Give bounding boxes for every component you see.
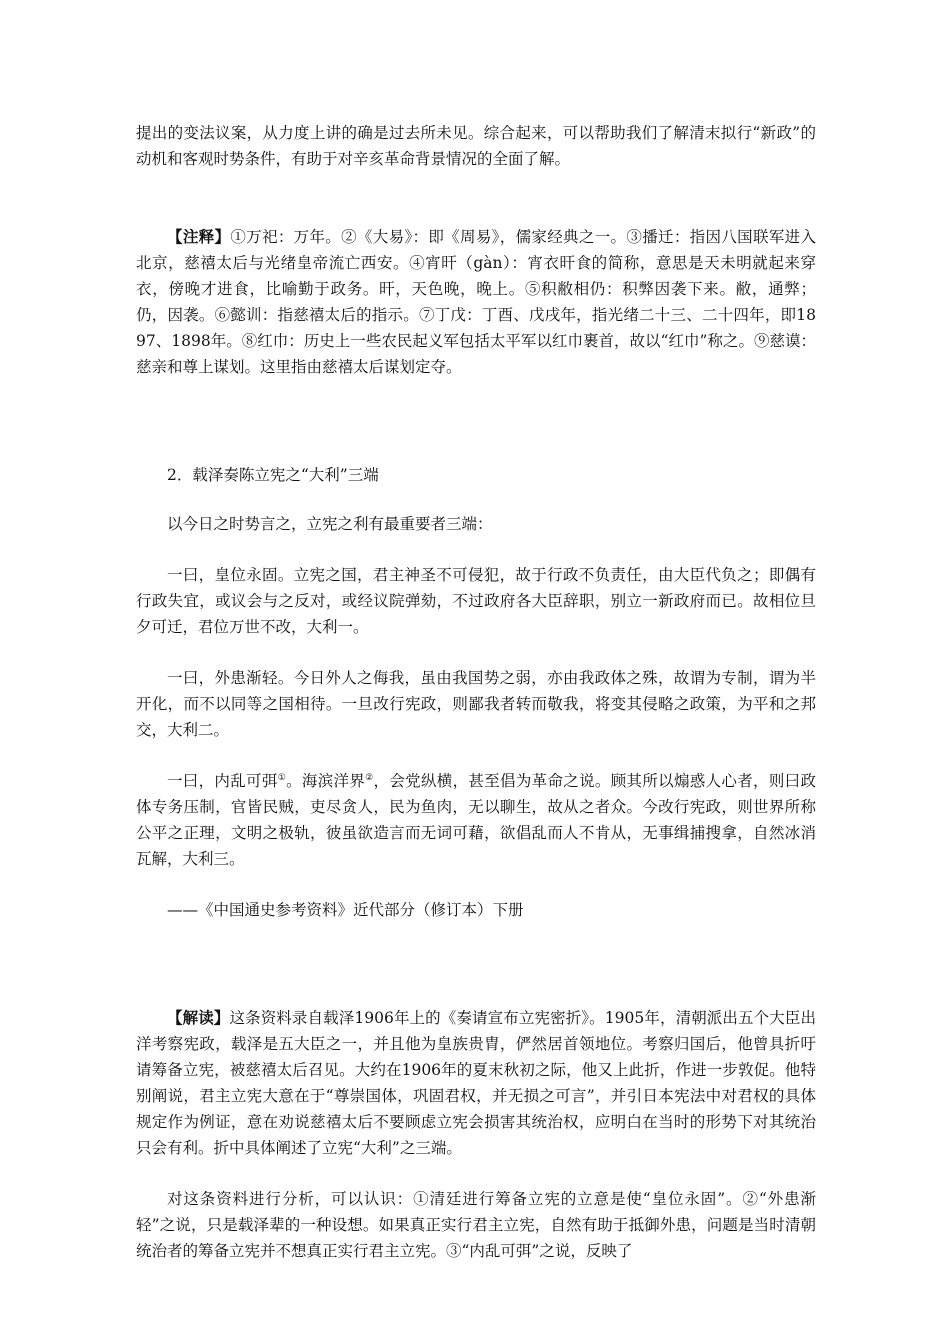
interpretation-paragraph [136, 1005, 816, 1161]
spacer [136, 923, 816, 1005]
benefit-three-paragraph [136, 768, 816, 872]
benefit-three-text-a: 一曰，内乱可弭 [167, 772, 278, 790]
footnote-marker-1: ① [277, 772, 287, 783]
spacer [136, 488, 816, 511]
benefit-three-text-c: ，会党纵横，甚至倡为革命之说。顾其所以煽惑人心者，则曰政体专务压制，官皆民贼，吏尽贪人，民为鱼肉，无以聊生，故从之者众。今改行宪政，则世界所称公平之正理，文明之极轨，彼虽欲造言而无词可藉，欲倡乱而人不肯从，无事缉捕搜拿，自然冰消瓦解，大利三。 [136, 772, 816, 868]
spacer [136, 640, 816, 665]
spacer [136, 380, 816, 462]
notes-text: ①万祀：万年。②《大易》：即《周易》，儒家经典之一。③播迁：指因八国联军进入北京，慈禧太后与光绪皇帝流亡西安。④宵旰（gàn）：宵衣旰食的简称，意思是天未明就起来穿衣，傍晚才进食，比喻勤于政务。旰，天色晚，晚上。⑤积敝相仍：积弊因袭下来。敝，通弊；仍，因袭。⑥懿训：指慈禧太后的指示。⑦丁戊：丁酉、戊戌年，指光绪二十三、二十四年，即1897、1898年。⑧红巾：历史上一些农民起义军包括太平军以红巾裹首，故以“红巾”称之。⑨慈谟：慈亲和尊上谋划。这里指由慈禧太后谋划定夺。 [136, 228, 816, 376]
spacer [136, 1161, 816, 1186]
benefit-three-text-b: 。海滨洋界 [286, 772, 366, 790]
interpretation-label: 【解读】 [167, 1008, 230, 1027]
benefit-two-paragraph: 一曰，外患渐轻。今日外人之侮我，虽由我国势之弱，亦由我政体之殊，故谓为专制，谓为半开化，而不以同等之国相待。一旦改行宪政，则鄙我者转而敬我，将变其侵略之政策，为平和之邦交，大利二。 [136, 669, 816, 739]
benefit-one-paragraph: 一曰，皇位永固。立宪之国，君主神圣不可侵犯，故于行政不负责任，由大臣代负之；即偶有行政失宜，或议会与之反对，或经议院弹劾，不过政府各大臣辞职，别立一新政府而已。故相位旦夕可迁，君位万世不改，大利一。 [136, 566, 816, 636]
spacer [136, 537, 816, 562]
footnote-marker-2: ② [365, 772, 374, 783]
spacer [136, 743, 816, 768]
notes-paragraph [136, 224, 816, 380]
interpretation-text: 这条资料录自载泽1906年上的《奏请宣布立宪密折》。1905年，清朝派出五个大臣出洋考察宪政，载泽是五大臣之一，并且他为皇族贵胄，俨然居首领地位。考察归国后，他曾具折吁请筹备立宪，被慈禧太后召见。大约在1906年的夏末秋初之际，他又上此折，作进一步敦促。他特别阐说，君主立宪大意在于“尊崇国体，巩固君权，并无损之可言”，并引日本宪法中对君权的具体规定作为例证，意在劝说慈禧太后不要顾虑立宪会损害其统治权，应明白在当时的形势下对其统治只会有利。折中具体阐述了立宪“大利”之三端。 [136, 1009, 816, 1157]
notes-label: 【注释】 [167, 227, 231, 246]
spacer [136, 872, 816, 897]
analysis-paragraph: 对这条资料进行分析，可以认识：①清廷进行筹备立宪的立意是使“皇位永固”。②“外患渐轻”之说，只是载泽辈的一种设想。如果真正实行君主立宪，自然有助于抵御外患，问题是当时清朝统治者的筹备立宪并不想真正实行君主立宪。③“内乱可弭”之说，反映了 [136, 1190, 816, 1260]
spacer [136, 172, 816, 224]
document-page [136, 120, 816, 1264]
section-heading: 2．载泽奏陈立宪之“大利”三端 [167, 466, 379, 484]
source-citation: ——《中国通史参考资料》近代部分（修订本）下册 [167, 901, 524, 919]
intro-tail-paragraph: 提出的变法议案，从力度上讲的确是过去所未见。综合起来，可以帮助我们了解清末拟行“新政”的动机和客观时势条件，有助于对辛亥革命背景情况的全面了解。 [136, 124, 816, 168]
section-lead: 以今日之时势言之，立宪之利有最重要者三端： [167, 515, 493, 533]
